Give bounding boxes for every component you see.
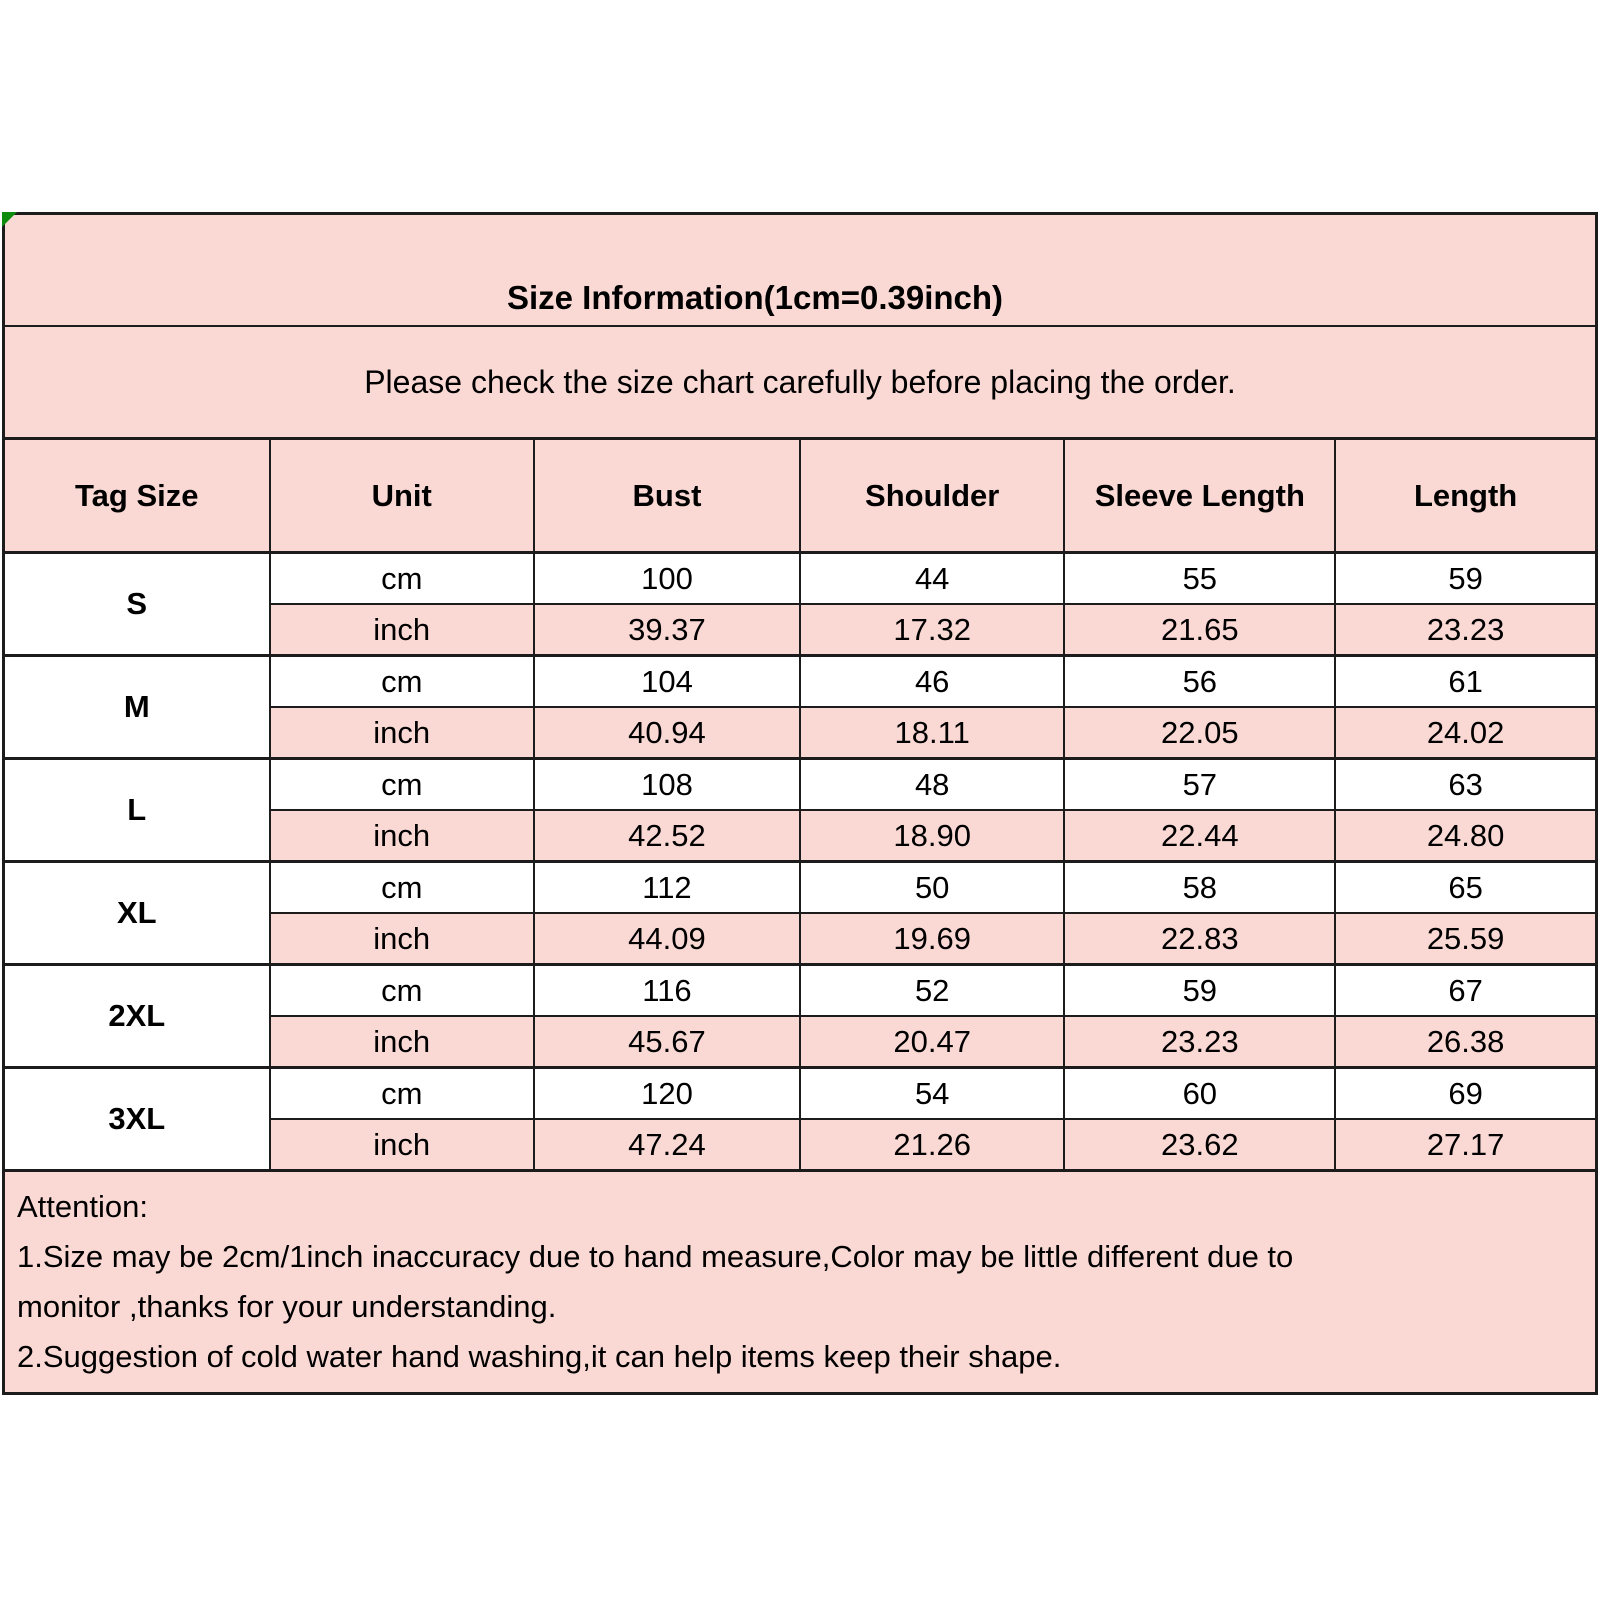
value-cell: 59 xyxy=(1064,965,1335,1017)
value-cell: 46 xyxy=(800,656,1064,708)
value-cell: 18.11 xyxy=(800,707,1064,759)
column-header-bust: Bust xyxy=(534,439,800,553)
unit-cell: cm xyxy=(270,965,534,1017)
value-cell: 25.59 xyxy=(1335,913,1596,965)
column-header-row xyxy=(4,439,1597,553)
attention-note-2: 2.Suggestion of cold water hand washing,it can help items keep their shape. xyxy=(17,1339,1062,1374)
value-cell: 48 xyxy=(800,759,1064,811)
value-cell: 112 xyxy=(534,862,800,914)
value-cell: 116 xyxy=(534,965,800,1017)
column-header-tag-size: Tag Size xyxy=(4,439,270,553)
value-cell: 26.38 xyxy=(1335,1016,1596,1068)
value-cell: 104 xyxy=(534,656,800,708)
attention-row xyxy=(4,1171,1597,1394)
value-cell: 23.23 xyxy=(1064,1016,1335,1068)
unit-cell: inch xyxy=(270,913,534,965)
value-cell: 47.24 xyxy=(534,1119,800,1171)
size-cell: 2XL xyxy=(4,965,270,1068)
size-cell: 3XL xyxy=(4,1068,270,1171)
size-cell: M xyxy=(4,656,270,759)
attention-section xyxy=(4,1171,1597,1394)
unit-cell: inch xyxy=(270,810,534,862)
size-cell: XL xyxy=(4,862,270,965)
size-row-m-cm xyxy=(4,656,1597,708)
green-corner-marker-icon xyxy=(2,212,17,227)
value-cell: 17.32 xyxy=(800,604,1064,656)
table-subtitle: Please check the size chart carefully before placing the order. xyxy=(4,326,1597,439)
value-cell: 59 xyxy=(1335,553,1596,605)
value-cell: 42.52 xyxy=(534,810,800,862)
size-row-xl-cm xyxy=(4,862,1597,914)
value-cell: 52 xyxy=(800,965,1064,1017)
column-header-shoulder: Shoulder xyxy=(800,439,1064,553)
value-cell: 22.05 xyxy=(1064,707,1335,759)
value-cell: 40.94 xyxy=(534,707,800,759)
value-cell: 120 xyxy=(534,1068,800,1120)
value-cell: 22.83 xyxy=(1064,913,1335,965)
attention-note-1: 1.Size may be 2cm/1inch inaccuracy due to hand measure,Color may be little different due to xyxy=(17,1239,1294,1274)
value-cell: 18.90 xyxy=(800,810,1064,862)
value-cell: 60 xyxy=(1064,1068,1335,1120)
value-cell: 39.37 xyxy=(534,604,800,656)
size-chart-sheet xyxy=(2,212,1598,1385)
size-row-l-cm xyxy=(4,759,1597,811)
value-cell: 108 xyxy=(534,759,800,811)
value-cell: 57 xyxy=(1064,759,1335,811)
value-cell: 54 xyxy=(800,1068,1064,1120)
value-cell: 21.26 xyxy=(800,1119,1064,1171)
size-row-s-cm xyxy=(4,553,1597,605)
size-cell: L xyxy=(4,759,270,862)
column-header-length: Length xyxy=(1335,439,1596,553)
value-cell: 63 xyxy=(1335,759,1596,811)
value-cell: 56 xyxy=(1064,656,1335,708)
size-row-3xl-cm xyxy=(4,1068,1597,1120)
size-table xyxy=(2,212,1598,1395)
unit-cell: inch xyxy=(270,1016,534,1068)
value-cell: 44 xyxy=(800,553,1064,605)
unit-cell: cm xyxy=(270,759,534,811)
unit-cell: cm xyxy=(270,553,534,605)
value-cell: 19.69 xyxy=(800,913,1064,965)
value-cell: 22.44 xyxy=(1064,810,1335,862)
unit-cell: cm xyxy=(270,862,534,914)
title-row xyxy=(4,214,1597,327)
size-cell: S xyxy=(4,553,270,656)
size-row-2xl-cm xyxy=(4,965,1597,1017)
value-cell: 24.02 xyxy=(1335,707,1596,759)
value-cell: 23.23 xyxy=(1335,604,1596,656)
value-cell: 50 xyxy=(800,862,1064,914)
value-cell: 24.80 xyxy=(1335,810,1596,862)
value-cell: 44.09 xyxy=(534,913,800,965)
value-cell: 20.47 xyxy=(800,1016,1064,1068)
value-cell: 21.65 xyxy=(1064,604,1335,656)
value-cell: 23.62 xyxy=(1064,1119,1335,1171)
attention-note-1-cont: monitor ,thanks for your understanding. xyxy=(17,1289,557,1324)
value-cell: 69 xyxy=(1335,1068,1596,1120)
value-cell: 45.67 xyxy=(534,1016,800,1068)
attention-heading: Attention: xyxy=(17,1189,148,1224)
value-cell: 58 xyxy=(1064,862,1335,914)
subtitle-row xyxy=(4,326,1597,439)
unit-cell: inch xyxy=(270,707,534,759)
unit-cell: cm xyxy=(270,1068,534,1120)
value-cell: 67 xyxy=(1335,965,1596,1017)
column-header-unit: Unit xyxy=(270,439,534,553)
column-header-sleeve-length: Sleeve Length xyxy=(1064,439,1335,553)
value-cell: 27.17 xyxy=(1335,1119,1596,1171)
unit-cell: inch xyxy=(270,1119,534,1171)
unit-cell: cm xyxy=(270,656,534,708)
value-cell: 65 xyxy=(1335,862,1596,914)
table-title: Size Information(1cm=0.39inch) xyxy=(4,214,1597,327)
unit-cell: inch xyxy=(270,604,534,656)
value-cell: 100 xyxy=(534,553,800,605)
value-cell: 55 xyxy=(1064,553,1335,605)
value-cell: 61 xyxy=(1335,656,1596,708)
